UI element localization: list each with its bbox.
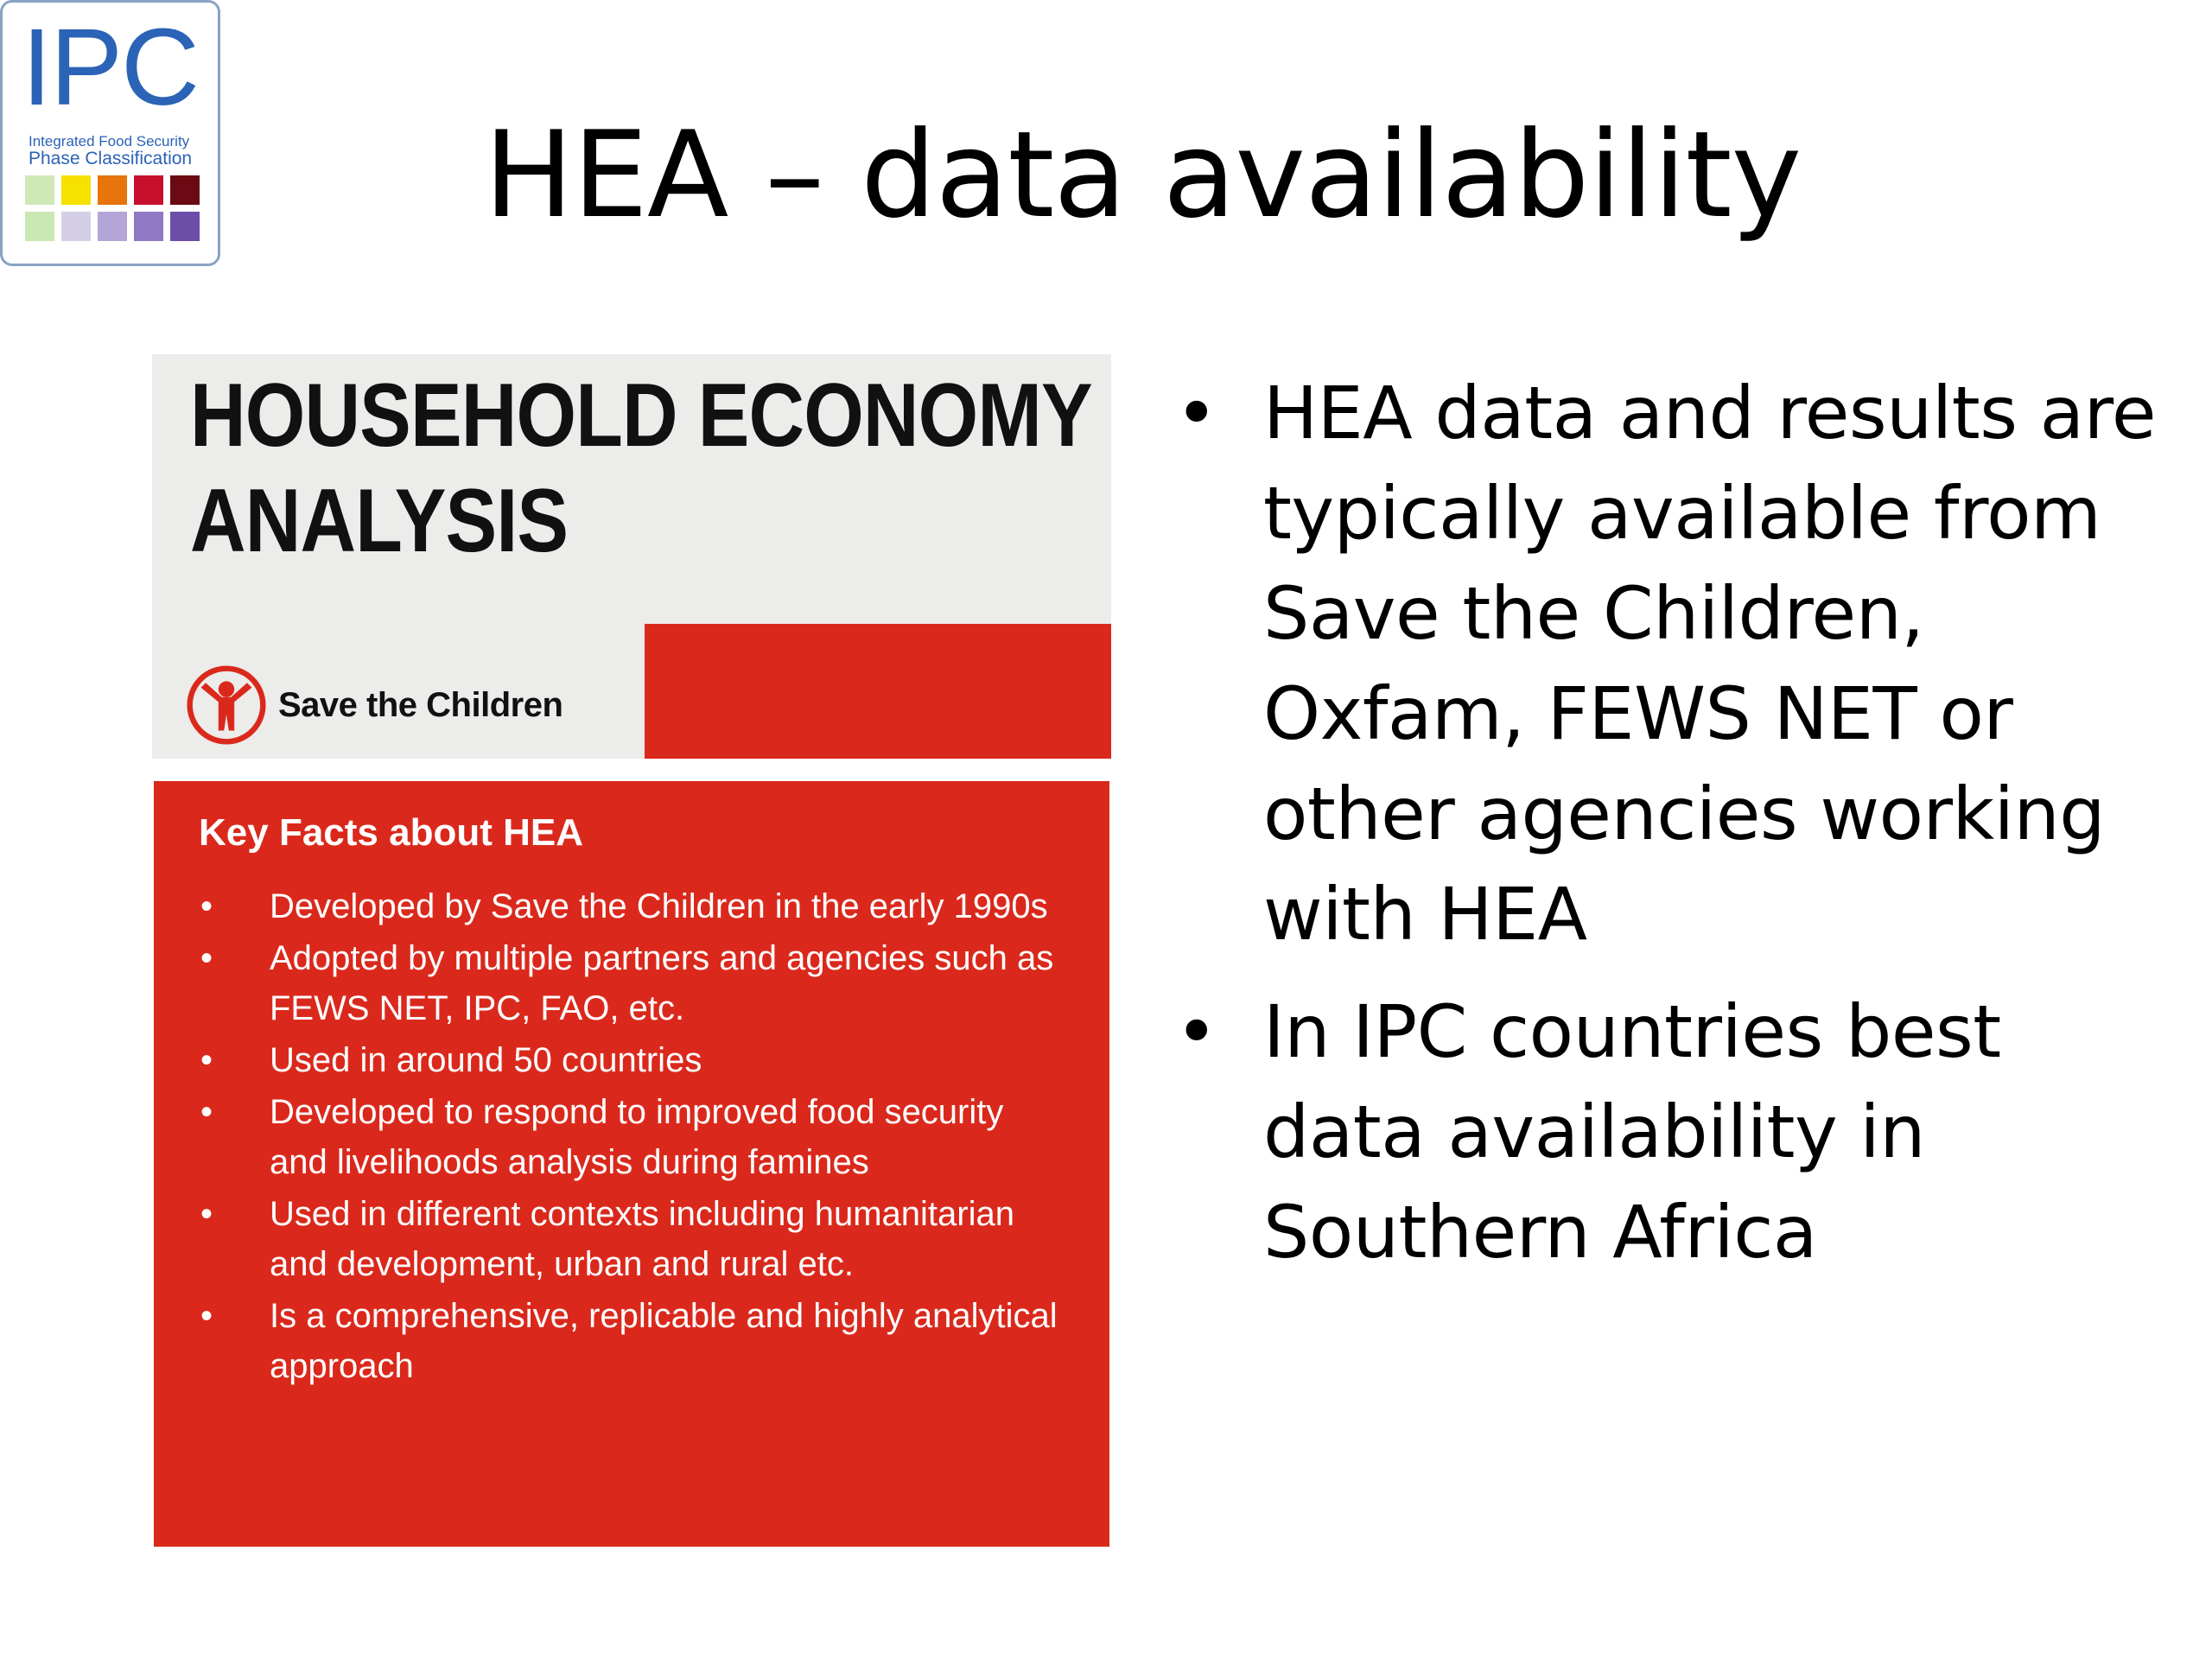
- key-facts-panel: [154, 781, 1109, 1547]
- logo-subtitle-line2: Phase Classification: [29, 149, 193, 168]
- bullet-icon: •: [200, 1041, 213, 1079]
- bullet-icon: •: [200, 1093, 213, 1131]
- save-the-children-icon: [187, 665, 266, 745]
- cover-red-block: [645, 624, 1111, 759]
- slide-title: HEA – data availability: [484, 105, 1802, 245]
- key-fact-item: [154, 1291, 1109, 1391]
- bullet-icon: •: [1175, 989, 1218, 1074]
- key-fact-text: Used in around 50 countries: [270, 1041, 702, 1079]
- phase-swatch: [61, 175, 91, 205]
- key-fact-item: [154, 1087, 1109, 1187]
- bullet-icon: •: [1175, 371, 1218, 455]
- cover-title-line1: HOUSEHOLD ECONOMY: [190, 365, 1092, 466]
- phase-swatch: [25, 212, 54, 241]
- bullet-icon: •: [200, 887, 213, 925]
- logo-acronym: IPC: [22, 6, 199, 128]
- main-bullet-item: [1172, 363, 2165, 964]
- hea-cover-image: [152, 354, 1111, 759]
- key-fact-text: Used in different contexts including humanitarian and development, urban and rural etc.: [270, 1195, 1014, 1283]
- phase-swatch: [134, 212, 163, 241]
- main-bullet-item: [1172, 982, 2165, 1282]
- bullet-icon: •: [200, 1297, 213, 1335]
- main-bullet-text: HEA data and results are typically available from Save the Children, Oxfam, FEWS NET or other agencies working with HEA: [1263, 371, 2156, 957]
- phase-swatch: [98, 175, 127, 205]
- phase-swatch: [98, 212, 127, 241]
- phase-swatch: [25, 175, 54, 205]
- phase-swatch: [170, 175, 200, 205]
- key-fact-item: [154, 1035, 1109, 1085]
- main-bullet-text: In IPC countries best data availability in Southern Africa: [1263, 989, 2001, 1274]
- save-the-children-logo: [187, 662, 563, 748]
- phase-swatch: [61, 212, 91, 241]
- key-fact-text: Adopted by multiple partners and agencies such as FEWS NET, IPC, FAO, etc.: [270, 939, 1054, 1027]
- key-fact-text: Is a comprehensive, replicable and highly analytical approach: [270, 1297, 1058, 1385]
- key-fact-item: [154, 933, 1109, 1033]
- key-facts-title: Key Facts about HEA: [199, 811, 583, 854]
- key-fact-text: Developed to respond to improved food security and livelihoods analysis during famines: [270, 1093, 1004, 1181]
- phase-swatch: [134, 175, 163, 205]
- phase-swatch: [170, 212, 200, 241]
- phase-color-grid: [25, 175, 207, 241]
- logo-subtitle: [29, 134, 210, 168]
- key-facts-list: [154, 881, 1109, 1393]
- key-fact-item: [154, 881, 1109, 931]
- logo-subtitle-line1: Integrated Food Security: [29, 133, 190, 149]
- key-fact-text: Developed by Save the Children in the early 1990s: [270, 887, 1048, 925]
- ipc-logo: [0, 0, 220, 266]
- cover-title-line2: ANALYSIS: [190, 471, 569, 571]
- cover-title: [190, 363, 1092, 574]
- org-name: Save the Children: [278, 685, 563, 724]
- bullet-icon: •: [200, 1195, 213, 1233]
- key-fact-item: [154, 1189, 1109, 1289]
- bullet-icon: •: [200, 939, 213, 977]
- main-bullet-list: [1172, 363, 2165, 1300]
